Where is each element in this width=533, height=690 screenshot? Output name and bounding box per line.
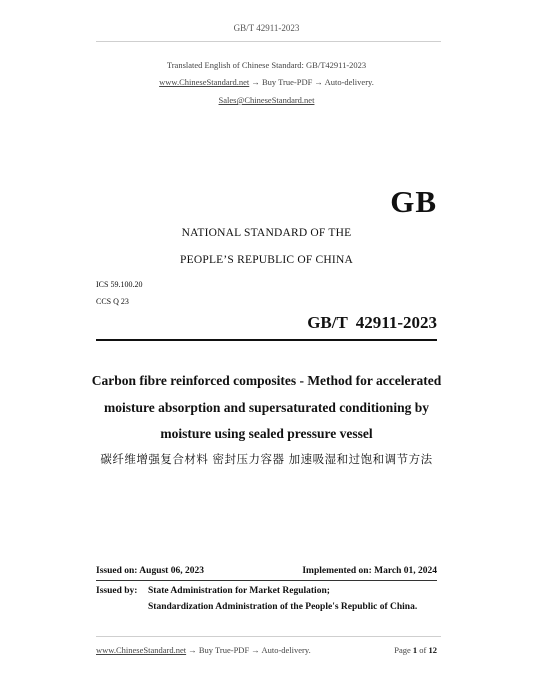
- title-line-1: Carbon fibre reinforced composites - Method for accelerated: [91, 373, 442, 388]
- header-divider: [96, 41, 441, 42]
- page-total: 12: [428, 645, 437, 655]
- translation-notice-line2: [0, 77, 533, 87]
- title-line-2: moisture absorption and supersaturated conditioning by: [104, 400, 429, 415]
- ccs-code: CCS Q 23: [96, 297, 129, 306]
- title-line-3: moisture using sealed pressure vessel: [160, 426, 373, 441]
- issued-on: Issued on: August 06, 2023: [96, 566, 204, 576]
- running-header: GB/T 42911-2023: [233, 23, 300, 33]
- implemented-on: Implemented on: March 01, 2024: [302, 566, 437, 576]
- issued-by-label: Issued by:: [96, 586, 138, 596]
- national-standard-line2: PEOPLE’S REPUBLIC OF CHINA: [180, 254, 353, 266]
- footer-chinese-standard-link[interactable]: www.ChineseStandard.net: [96, 645, 187, 655]
- footer-buy-text: → Buy True-PDF → Auto-delivery.: [186, 645, 311, 655]
- ics-code: ICS 59.100.20: [96, 280, 143, 289]
- standard-number: GB/T 42911-2023: [307, 313, 437, 332]
- footer-divider: [96, 636, 441, 637]
- page-of: of: [419, 645, 427, 655]
- issued-divider: [96, 580, 437, 581]
- chinese-title: 碳纤维增强复合材料 密封压力容器 加速吸湿和过饱和调节方法: [100, 452, 433, 466]
- national-standard-line1: NATIONAL STANDARD OF THE: [181, 227, 352, 239]
- page-label: Page: [394, 645, 411, 655]
- standard-number-rule: [96, 339, 437, 341]
- footer-promo: [96, 645, 311, 655]
- issuer-line1: State Administration for Market Regulation;: [148, 586, 330, 596]
- buy-notice-text: → Buy True-PDF → Auto-delivery.: [249, 77, 374, 87]
- page-current: 1: [412, 645, 418, 655]
- page-indicator: [394, 645, 437, 655]
- translation-notice-line1: Translated English of Chinese Standard: GB/T42911-2023: [166, 60, 367, 70]
- gb-mark: GB: [390, 184, 437, 219]
- chinese-standard-link[interactable]: www.ChineseStandard.net: [159, 77, 250, 87]
- issuer-line2: Standardization Administration of the People's Republic of China.: [148, 602, 418, 612]
- sales-email-link[interactable]: Sales@ChineseStandard.net: [218, 95, 315, 105]
- translation-notice-line3: [0, 95, 533, 105]
